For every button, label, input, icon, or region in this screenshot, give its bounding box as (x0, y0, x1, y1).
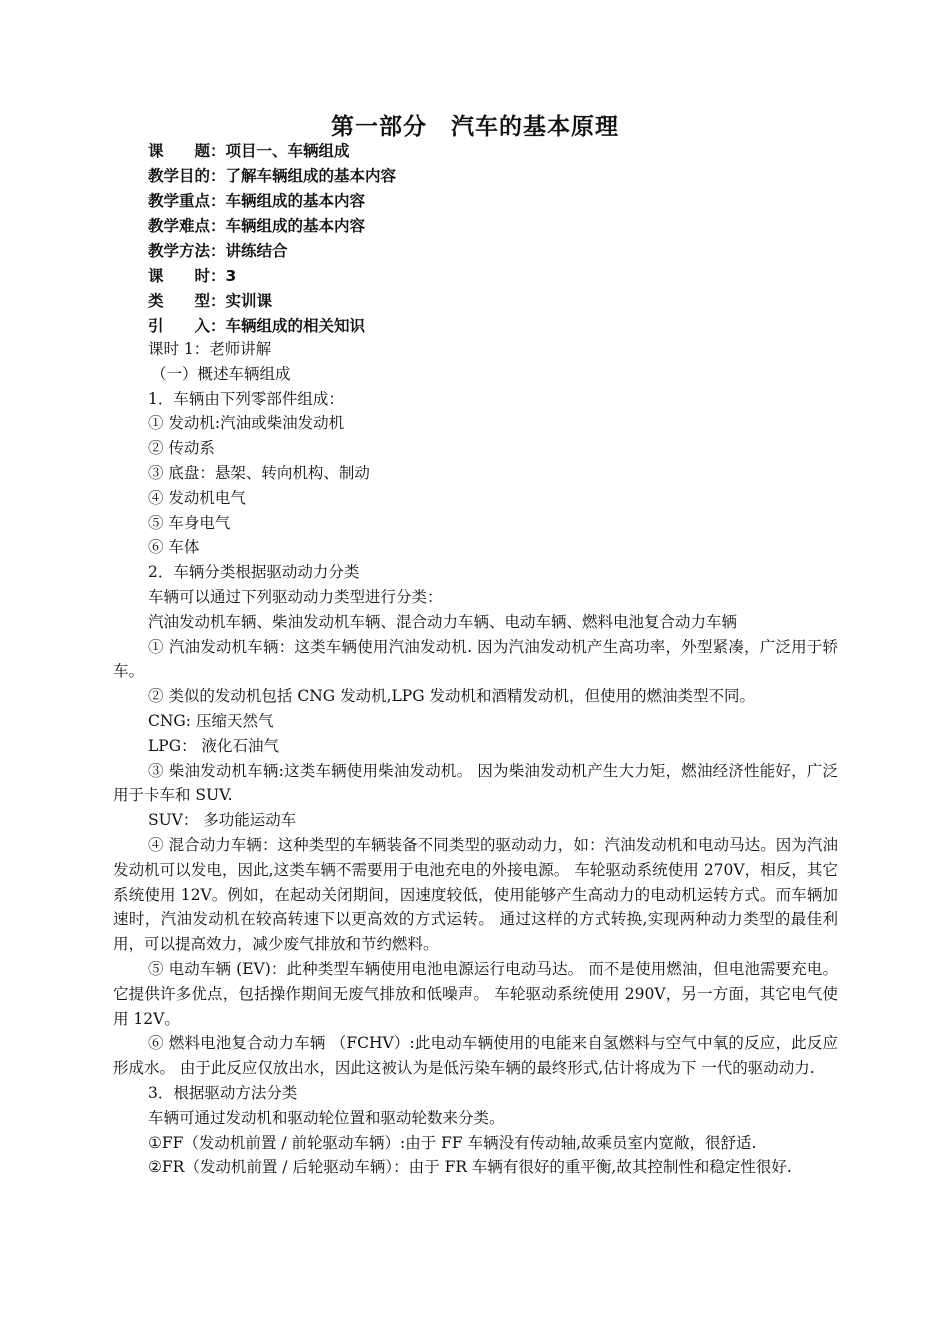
paragraph: ① 汽油发动机车辆：这类车辆使用汽油发动机. 因为汽油发动机产生高功率，外型紧凑，广泛用于轿车。 (113, 637, 838, 681)
meta-value: 讲练结合 (225, 242, 288, 260)
meta-row-purpose (148, 164, 396, 189)
section-heading: 3．根据驱动方法分类 (148, 1083, 298, 1102)
meta-row-key-points (148, 189, 396, 214)
meta-label: 课 题： (148, 142, 226, 160)
meta-label: 教学难点： (148, 217, 226, 235)
meta-value: 3 (225, 267, 237, 285)
section-heading: 2．车辆分类根据驱动动力分类 (148, 563, 360, 582)
list-item: ① 发动机:汽油或柴油发动机 (148, 414, 345, 433)
meta-row-difficulties (148, 214, 396, 239)
meta-label: 课 时： (148, 267, 226, 285)
section-heading: 1．车辆由下列零部件组成： (148, 389, 344, 408)
meta-label: 教学目的： (148, 167, 226, 185)
page-title: 第一部分 汽车的基本原理 (331, 114, 619, 140)
meta-value: 车辆组成的基本内容 (225, 217, 366, 235)
meta-label: 引 入： (148, 317, 226, 335)
section-heading: （一）概述车辆组成 (151, 364, 291, 383)
paragraph: ② 类似的发动机包括 CNG 发动机,LPG 发动机和酒精发动机，但使用的燃油类型不同。 (148, 687, 756, 706)
meta-row-method (148, 239, 396, 264)
lesson-meta (148, 139, 396, 339)
meta-value: 实训课 (225, 292, 273, 310)
list-item: ② 传动系 (148, 439, 215, 458)
paragraph: 课时 1：老师讲解 (148, 340, 272, 358)
meta-row-topic (148, 139, 396, 164)
meta-row-intro (148, 314, 396, 339)
paragraph: ⑤ 电动车辆 (EV)：此种类型车辆使用电池电源运行电动马达。 而不是使用燃油，但电池需要充电。 它提供许多优点，包括操作期间无废气排放和低噪声。 车轮驱动系统使用 290V，另一方面，其它电气使用 12V。 (113, 959, 838, 1028)
meta-value: 了解车辆组成的基本内容 (225, 167, 397, 185)
meta-value: 车辆组成的相关知识 (225, 317, 366, 335)
paragraph: ②FR（发动机前置 / 后轮驱动车辆）：由于 FR 车辆有很好的重平衡,故其控制性和稳定性很好. (148, 1158, 792, 1177)
document-body (113, 337, 838, 1180)
meta-row-type (148, 289, 396, 314)
list-item: ⑤ 车身电气 (148, 513, 231, 532)
paragraph: CNG: 压缩天然气 (148, 711, 274, 730)
meta-row-hours (148, 264, 396, 289)
list-item: ③ 底盘：悬架、转向机构、制动 (148, 463, 370, 482)
paragraph: SUV： 多功能运动车 (148, 811, 297, 830)
meta-value: 项目一、车辆组成 (225, 142, 350, 160)
paragraph: ①FF（发动机前置 / 前轮驱动车辆）:由于 FF 车辆没有传动轴,故乘员室内宽敞，很舒适. (148, 1133, 757, 1152)
meta-label: 教学方法： (148, 242, 226, 260)
paragraph: ④ 混合动力车辆：这种类型的车辆装备不同类型的驱动动力，如：汽油发动机和电动马达。因为汽油发动机可以发电，因此,这类车辆不需要用于电池充电的外接电源。 车轮驱动系统使用 270V，相反，其它系统使用 12V。例如，在起动关闭期间，因速度较低，使用能够产生高动力的电动机运转方式。而车辆加速时，汽油发动机在较高转速下以更高效的方式运转。 通过这样的方式转换,实现两种动力类型的最佳利用，可以提高效力，减少废气排放和节约燃料。 (113, 835, 838, 954)
paragraph: LPG： 液化石油气 (148, 736, 280, 755)
meta-label: 类 型： (148, 292, 226, 310)
paragraph: 车辆可通过发动机和驱动轮位置和驱动轮数来分类。 (148, 1108, 505, 1127)
paragraph: 汽油发动机车辆、柴油发动机车辆、混合动力车辆、电动车辆、燃料电池复合动力车辆 (148, 612, 738, 631)
meta-label: 教学重点： (148, 192, 226, 210)
list-item: ④ 发动机电气 (148, 488, 246, 507)
paragraph: ③ 柴油发动机车辆:这类车辆使用柴油发动机。 因为柴油发动机产生大力矩，燃油经济性能好，广泛用于卡车和 SUV. (113, 761, 838, 805)
paragraph: 车辆可以通过下列驱动动力类型进行分类： (148, 587, 443, 606)
meta-value: 车辆组成的基本内容 (225, 192, 366, 210)
list-item: ⑥ 车体 (148, 538, 200, 557)
paragraph: ⑥ 燃料电池复合动力车辆 （FCHV）:此电动车辆使用的电能来自氢燃料与空气中氧的反应，此反应形成水。 由于此反应仅放出水，因此这被认为是低污染车辆的最终形式,估计将成为下 一代的驱动动力. (113, 1034, 838, 1078)
